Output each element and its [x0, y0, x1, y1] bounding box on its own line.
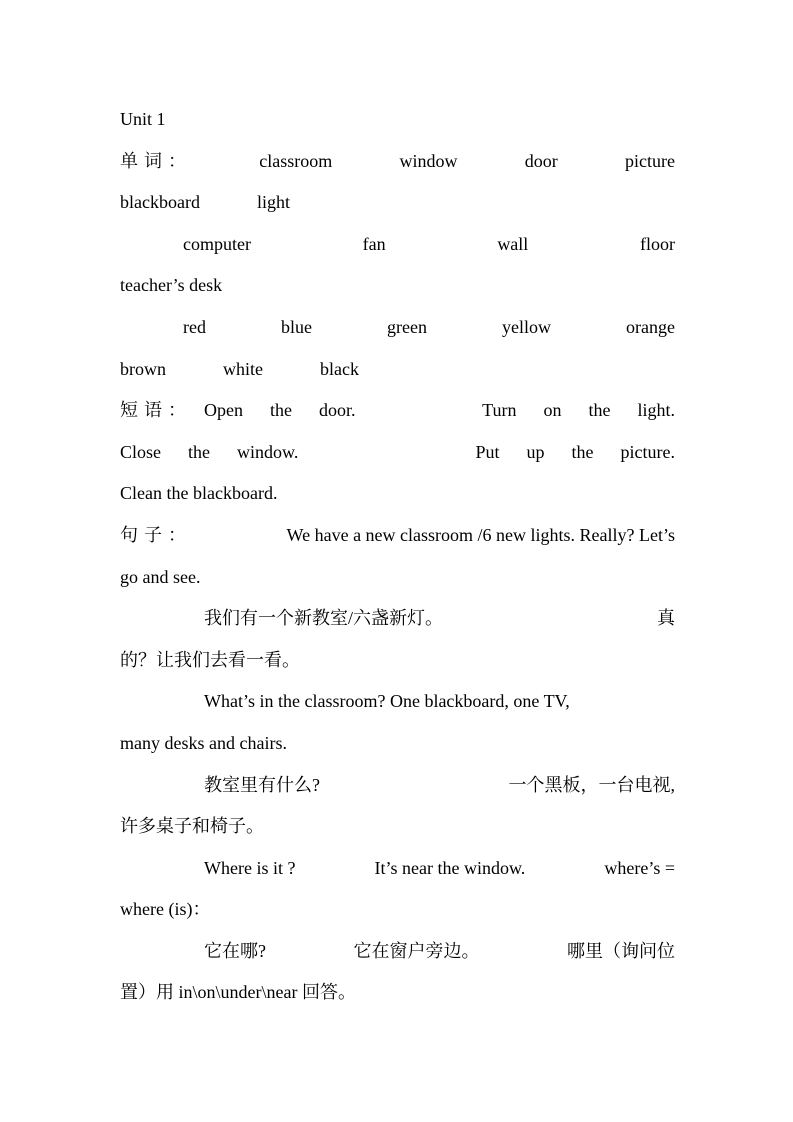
text-segment: Turn on the light.	[482, 400, 675, 421]
doc-line	[120, 390, 675, 432]
doc-line	[120, 557, 675, 599]
text-segment: green	[386, 316, 427, 337]
text-segment: computer	[183, 233, 251, 254]
text-segment: go and see.	[120, 566, 201, 587]
text-segment: white	[223, 358, 263, 379]
text-segment: Clean the blackboard.	[120, 483, 278, 504]
doc-line	[120, 224, 675, 266]
text-segment: red	[183, 316, 206, 337]
text-segment: floor	[639, 233, 675, 254]
doc-line	[120, 265, 675, 307]
doc-line	[120, 848, 675, 890]
text-segment: It’s near the window.	[374, 857, 526, 878]
text-segment: door	[524, 150, 558, 171]
text-segment: window	[399, 150, 458, 171]
text-segment: We have a new classroom /6 new lights. Really? Let’s	[286, 524, 675, 545]
doc-line	[120, 765, 675, 807]
text-segment: 哪里（询问位	[567, 940, 675, 961]
text-segment: wall	[497, 233, 529, 254]
text-segment: blue	[280, 316, 312, 337]
doc-line	[120, 473, 675, 515]
unit-title: Unit 1	[120, 109, 166, 129]
doc-line	[120, 99, 675, 141]
text-segment: blackboard	[120, 192, 200, 213]
text-segment: 真	[657, 608, 675, 629]
text-segment: What’s in the classroom? One blackboard, one TV,	[204, 691, 570, 712]
text-segment: classroom	[259, 150, 333, 171]
text-segment: 置）用 in\on\under\near 回答。	[120, 982, 356, 1003]
text-segment: teacher’s desk	[120, 275, 223, 296]
doc-line	[120, 432, 675, 474]
doc-line	[120, 931, 675, 973]
text-segment: 的？让我们去看一看。	[120, 649, 300, 670]
text-segment: 它在哪?	[204, 940, 266, 961]
text-segment: 它在窗户旁边。	[353, 940, 480, 961]
text-segment: where’s =	[604, 857, 675, 878]
text-segment: Where is it ?	[204, 857, 296, 878]
doc-line	[120, 515, 675, 557]
text-segment: 一个黑板，一台电视,	[508, 774, 675, 795]
text-segment: orange	[625, 316, 675, 337]
doc-line	[120, 806, 675, 848]
doc-line	[120, 182, 675, 224]
text-segment: 教室里有什么?	[204, 774, 320, 795]
doc-line	[120, 889, 675, 931]
text-segment: light	[256, 192, 290, 213]
text-segment: yellow	[501, 316, 551, 337]
doc-line	[120, 723, 675, 765]
doc-line	[120, 598, 675, 640]
text-segment: picture	[624, 150, 675, 171]
text-segment: where (is)：	[120, 899, 211, 920]
text-segment: many desks and chairs.	[120, 732, 287, 753]
text-segment: 许多桌子和椅子。	[120, 816, 264, 837]
text-segment: brown	[120, 358, 166, 379]
doc-line	[120, 141, 675, 183]
doc-line	[120, 349, 675, 391]
doc-line	[120, 307, 675, 349]
text-segment: black	[320, 358, 359, 379]
text-segment: Put up the picture.	[475, 441, 675, 462]
text-segment: Open the door.	[204, 400, 356, 421]
doc-line	[120, 972, 675, 1014]
sentences-label: 句子：	[120, 524, 192, 545]
text-segment: 我们有一个新教室/六盏新灯。	[204, 608, 443, 629]
words-label: 单词：	[120, 150, 192, 171]
doc-line	[120, 681, 675, 723]
text-segment: fan	[362, 233, 386, 254]
doc-line	[120, 640, 675, 682]
phrases-label: 短语：	[120, 400, 192, 421]
text-segment: Close the window.	[120, 441, 299, 462]
